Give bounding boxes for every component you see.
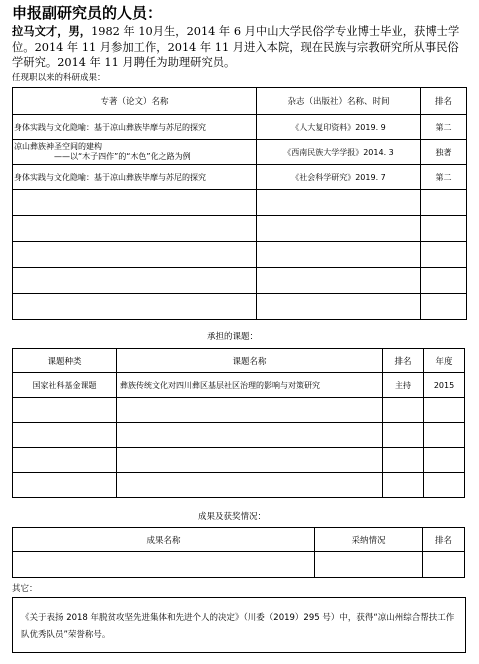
award-adoption — [315, 552, 423, 578]
projects-caption: 承担的课题： — [207, 332, 259, 342]
research-title — [13, 294, 257, 320]
applicant-bio-text: 1982 年 10月生，2014 年 6 月中山大学民俗学专业博士毕业，获博士学位。2014 年 11 月参加工作，2014 年 11 月进入本院，现在民族与宗教研究所从事民俗学研究。2014 年 11 月聘任为助理研究员。 — [12, 25, 460, 69]
project-rank — [383, 423, 424, 448]
other-caption: 其它： — [12, 584, 38, 594]
projects-table — [12, 348, 465, 498]
research-title-cell — [13, 165, 257, 190]
project-type: 国家社科基金课题 — [13, 373, 117, 398]
award-rank — [423, 552, 465, 578]
research-rank — [421, 190, 467, 216]
research-header-rank: 排名 — [421, 88, 467, 115]
project-type — [13, 398, 117, 423]
project-type — [13, 448, 117, 473]
project-name — [117, 398, 383, 423]
other-box — [12, 597, 466, 653]
research-title: 凉山彝族神圣空间的建构 — [14, 142, 102, 151]
projects-header-rank: 排名 — [383, 349, 424, 373]
table-row — [13, 140, 467, 165]
project-rank — [383, 448, 424, 473]
research-title: 身体实践与文化隐喻：基于凉山彝族毕摩与苏尼的探究 — [14, 172, 206, 182]
table-row — [13, 423, 465, 448]
applicant-name: 拉马文才，男， — [12, 24, 92, 38]
project-year — [424, 398, 465, 423]
research-journal — [257, 216, 421, 242]
table-row — [13, 373, 465, 398]
table-row — [13, 552, 465, 578]
research-journal — [257, 294, 421, 320]
table-row — [13, 190, 467, 216]
table-row — [13, 216, 467, 242]
project-rank: 主持 — [383, 373, 424, 398]
research-header-row — [13, 88, 467, 115]
research-journal: 《社会科学研究》2019. 7 — [257, 165, 421, 190]
table-row — [13, 115, 467, 140]
awards-header-name: 成果名称 — [13, 528, 315, 552]
project-type — [13, 423, 117, 448]
research-title-cell — [13, 140, 257, 165]
research-caption: 任现职以来的科研成果： — [12, 73, 106, 83]
research-title — [13, 268, 257, 294]
awards-header-row — [13, 528, 465, 552]
research-header-title: 专著（论文）名称 — [13, 88, 257, 115]
projects-header-year: 年度 — [424, 349, 465, 373]
other-text: 《关于表扬 2018 年脱贫攻坚先进集体和先进个人的决定》（川委（2019）295 号）中，获得“凉山州综合帮扶工作队优秀队员”荣誉称号。 — [21, 613, 455, 640]
table-row — [13, 398, 465, 423]
research-rank — [421, 242, 467, 268]
research-rank: 独著 — [421, 140, 467, 165]
research-rank: 第二 — [421, 165, 467, 190]
project-rank — [383, 473, 424, 498]
research-journal — [257, 190, 421, 216]
project-name — [117, 473, 383, 498]
applicant-bio — [12, 24, 468, 71]
page-title: 申报副研究员的人员： — [12, 4, 163, 22]
projects-header-row — [13, 349, 465, 373]
research-header-journal: 杂志（出版社）名称、时间 — [257, 88, 421, 115]
project-year — [424, 448, 465, 473]
table-row — [13, 294, 467, 320]
table-row — [13, 448, 465, 473]
research-table — [12, 87, 467, 320]
awards-header-adoption: 采纳情况 — [315, 528, 423, 552]
research-journal — [257, 268, 421, 294]
awards-table — [12, 527, 465, 578]
research-rank — [421, 294, 467, 320]
research-title-sub: ——以“木子四作”的“木色”化之路为例 — [54, 152, 191, 161]
research-journal: 《西南民族大学学报》2014. 3 — [257, 140, 421, 165]
table-row — [13, 268, 467, 294]
table-row — [13, 242, 467, 268]
project-type — [13, 473, 117, 498]
awards-caption: 成果及获奖情况： — [198, 512, 267, 522]
project-name — [117, 423, 383, 448]
research-title — [13, 190, 257, 216]
project-year — [424, 473, 465, 498]
project-year: 2015 — [424, 373, 465, 398]
project-name — [117, 448, 383, 473]
research-title — [13, 216, 257, 242]
project-rank — [383, 398, 424, 423]
project-name: 彝族传统文化对四川彝区基层社区治理的影响与对策研究 — [117, 373, 383, 398]
projects-header-name: 课题名称 — [117, 349, 383, 373]
project-year — [424, 423, 465, 448]
research-title — [13, 242, 257, 268]
research-rank — [421, 268, 467, 294]
research-journal: 《人大复印资料》2019. 9 — [257, 115, 421, 140]
award-name — [13, 552, 315, 578]
research-title: 身体实践与文化隐喻：基于凉山彝族毕摩与苏尼的探究 — [14, 122, 206, 132]
projects-header-type: 课题种类 — [13, 349, 117, 373]
research-title-cell — [13, 115, 257, 140]
awards-header-rank: 排名 — [423, 528, 465, 552]
research-rank — [421, 216, 467, 242]
research-journal — [257, 242, 421, 268]
research-rank: 第二 — [421, 115, 467, 140]
table-row — [13, 473, 465, 498]
table-row — [13, 165, 467, 190]
